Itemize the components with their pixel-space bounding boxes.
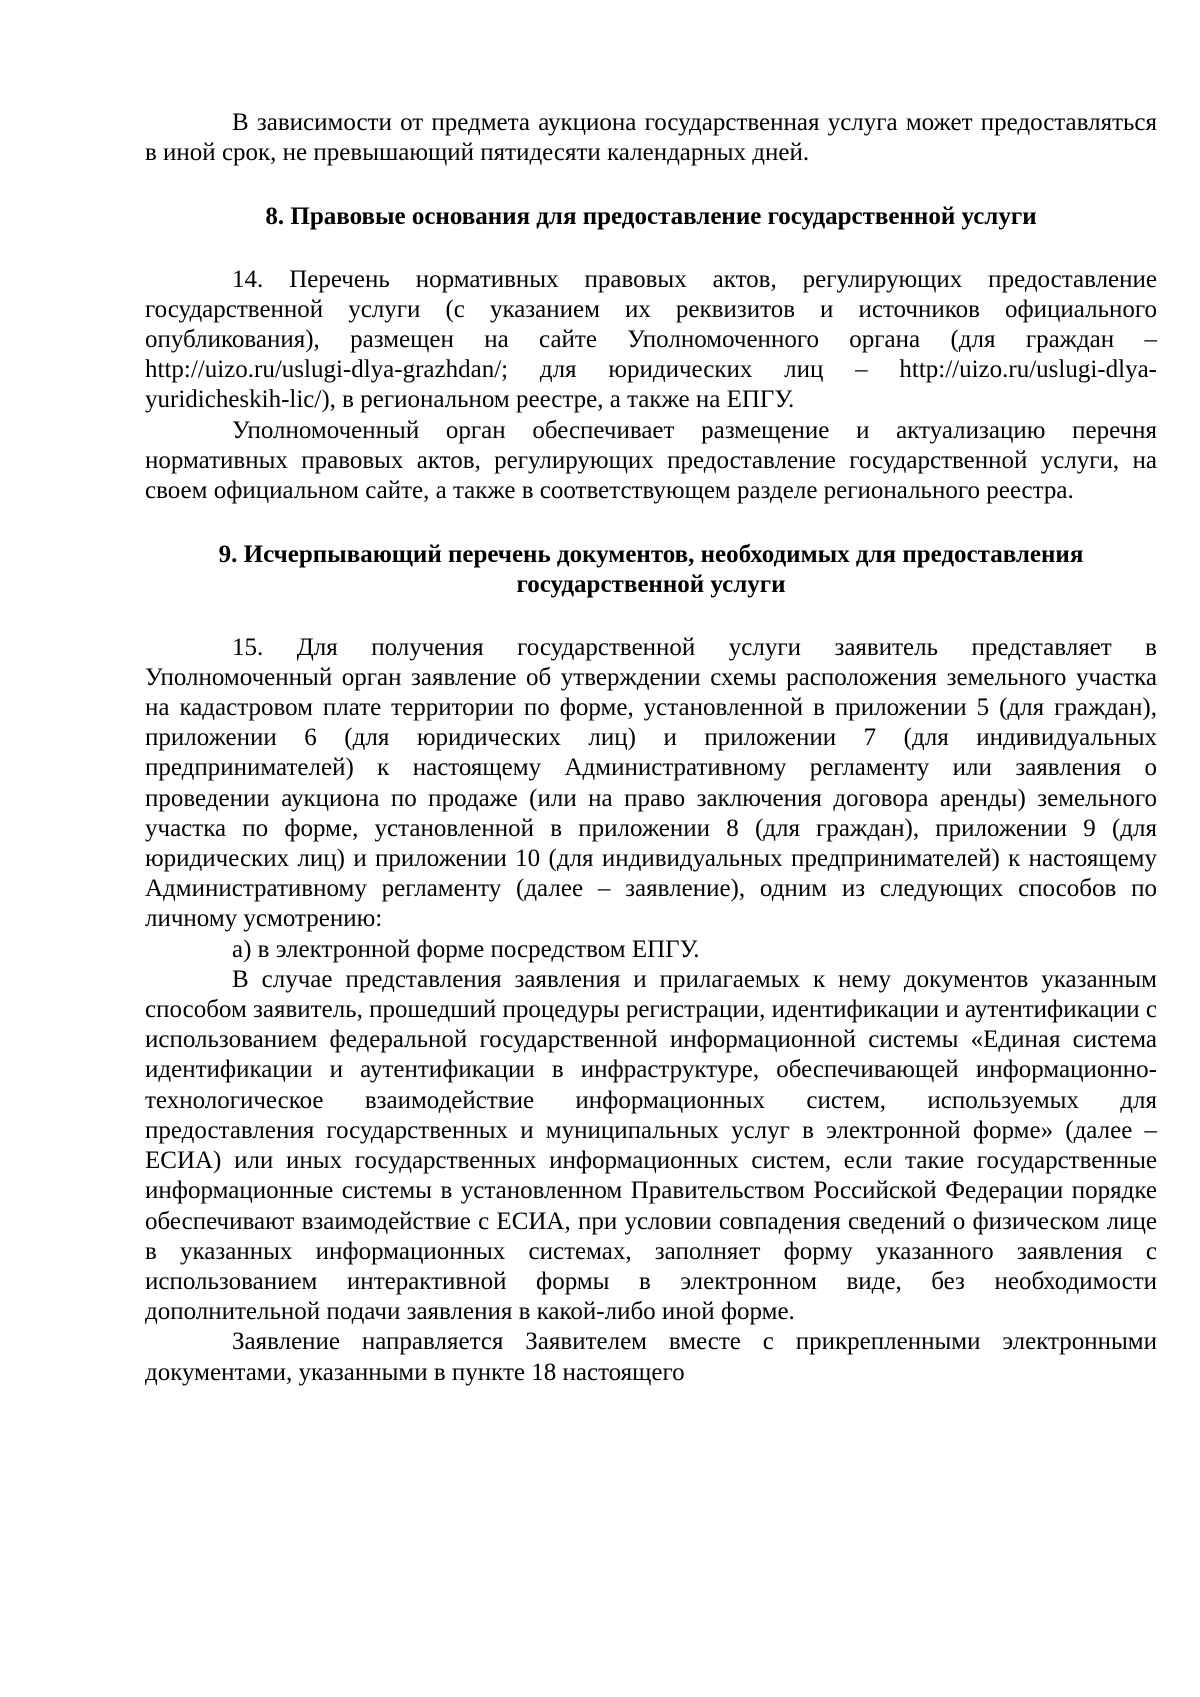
document-page (145, 108, 1157, 1388)
paragraph-14-b: Уполномоченный орган обеспечивает размещение и актуализацию перечня нормативных правовых актов, регулирующих предоставление государственной услуги, на своем официальном сайте, а также в соответствующем разделе регионального реестра. (145, 416, 1157, 505)
paragraph-15-a: а) в электронной форме посредством ЕПГУ. (232, 935, 700, 963)
section-9-heading: 9. Исчерпывающий перечень документов, необходимых для предоставления государственной услуги (218, 541, 1084, 599)
paragraph-15: 15. Для получения государственной услуги заявитель представляет в Уполномоченный орган заявление об утверждении схемы расположения земельного участка на кадастровом плате территории по форме, установленной в приложении 5 (для граждан), приложении 6 (для юридических лиц) и приложении 7 (для индивидуальных предпринимателей) к настоящему Административному регламенту или заявления о проведении аукциона по продаже (или на право заключения договора аренды) земельного участка по форме, установленной в приложении 8 (для граждан), приложении 9 (для юридических лиц) и приложении 10 (для индивидуальных предпринимателей) к настоящему Административному регламенту (далее – заявление), одним из следующих способов по личному усмотрению: (145, 633, 1157, 933)
paragraph-15-b: В случае представления заявления и прилагаемых к нему документов указанным способом заявитель, прошедший процедуры регистрации, идентификации и аутентификации с использованием федеральной государственной информационной системы «Единая система идентификации и аутентификации в инфраструктуре, обеспечивающей информационно-технологическое взаимодействие информационных систем, используемых для предоставления государственных и муниципальных услуг в электронной форме» (далее – ЕСИА) или иных государственных информационных систем, если такие государственные информационные системы в установленном Правительством Российской Федерации порядке обеспечивают взаимодействие с ЕСИА, при условии совпадения сведений о физическом лице в указанных информационных системах, заполняет форму указанного заявления с использованием интерактивной формы в электронном виде, без необходимости дополнительной подачи заявления в какой-либо иной форме. (145, 965, 1157, 1326)
paragraph-15-c: Заявление направляется Заявителем вместе с прикрепленными электронными документами, указанными в пункте 18 настоящего (145, 1328, 1157, 1386)
paragraph-intro: В зависимости от предмета аукциона государственная услуга может предоставляться в иной срок, не превышающий пятидесяти календарных дней. (145, 109, 1157, 167)
section-8-heading: 8. Правовые основания для предоставление государственной услуги (265, 203, 1037, 231)
paragraph-14: 14. Перечень нормативных правовых актов, регулирующих предоставление государственной услуги (с указанием их реквизитов и источников официального опубликования), размещен на сайте Уполномоченного органа (для граждан – http://uizo.ru/uslugi-dlya-grazhdan/; для юридических лиц – http://uizo.ru/uslugi-dlya-yuridicheskih-lic/), в региональном реестре, а также на ЕПГУ. (145, 265, 1157, 414)
